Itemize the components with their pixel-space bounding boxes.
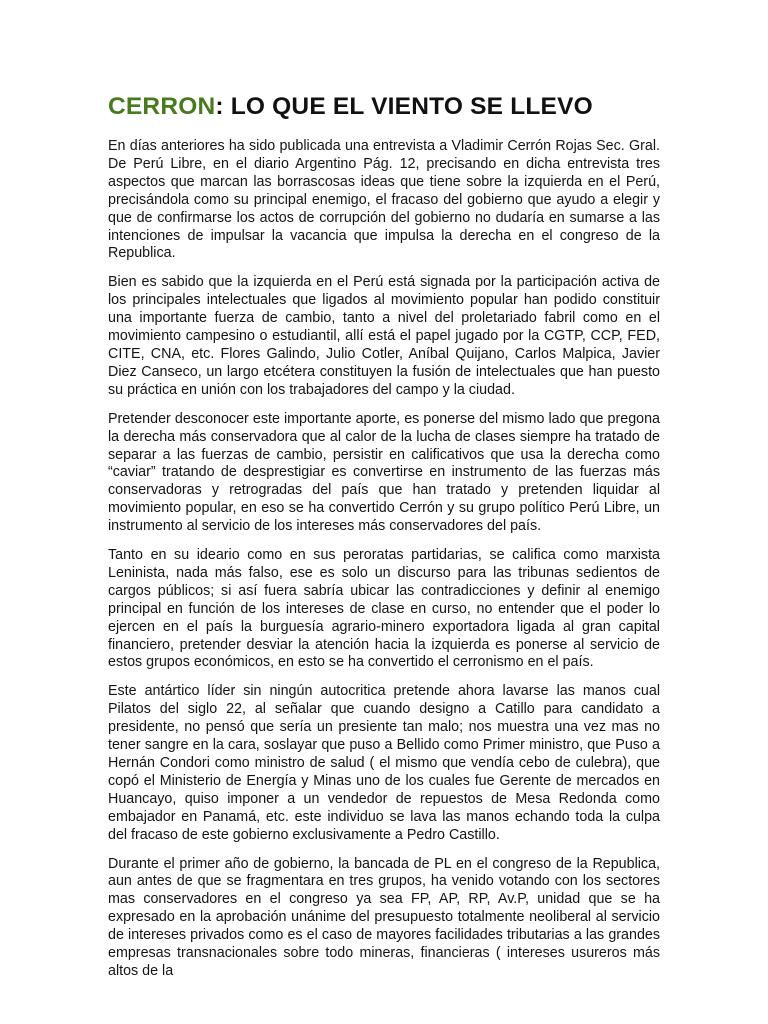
document-title	[108, 90, 660, 124]
paragraph-2: Bien es sabido que la izquierda en el Perú está signada por la participación activa de los principales intelectuales que ligados al movimiento popular han podido constituir una importante fuerza de cambio, tanto a nivel del proletariado fabril como en el movimiento campesino o estudiantil, allí está el papel jugado por la CGTP, CCP, FED, CITE, CNA, etc. Flores Galindo, Julio Cotler, Aníbal Quijano, Carlos Malpica, Javier Diez Canseco, un largo etcétera constituyen la fusión de intelectuales que han puesto su práctica en unión con los trabajadores del campo y la ciudad.	[108, 274, 660, 398]
paragraph-5: Este antártico líder sin ningún autocritica pretende ahora lavarse las manos cual Pilatos del siglo 22, al señalar que cuando designo a Catillo para candidato a presidente, no pensó que sería un presiente tan malo; nos muestra una vez mas no tener sangre en la cara, soslayar que puso a Bellido como Primer ministro, que Puso a Hernán Condori como ministro de salud ( el mismo que vendía cebo de culebra), que copó el Ministerio de Energía y Minas uno de los cuales fue Gerente de mercados en Huancayo, quiso imponer a un vendedor de repuestos de Mesa Redonda como embajador en Panamá, etc. este individuo se lava las manos echando toda la culpa del fracaso de este gobierno exclusivamente a Pedro Castillo.	[108, 683, 660, 843]
paragraph-3: Pretender desconocer este importante aporte, es ponerse del mismo lado que pregona la derecha más conservadora que al calor de la lucha de clases siempre ha tratado de separar a las fuerzas de cambio, persistir en calificativos que usa la derecha como “caviar” tratando de desprestigiar es convertirse en instrumento de las fuerzas más conservadoras y retrogradas del país que han tratado y pretenden liquidar al movimiento popular, en eso se ha convertido Cerrón y su grupo político Perú Libre, un instrumento al servicio de los intereses más conservadores del país.	[108, 410, 660, 535]
title-rest: : LO QUE EL VIENTO SE LLEVO	[215, 93, 593, 120]
paragraph-4: Tanto en su ideario como en sus peroratas partidarias, se califica como marxista Leninista, nada más falso, ese es solo un discurso para las tribunas sedientos de cargos públicos; si así fuera sabría ubicar las contradicciones y definir al enemigo principal en función de los intereses de clase en curso, no entender que el poder lo ejercen en el país la burguesía agrario-minero exportadora ligada al gran capital financiero, pretender desviar la atención hacia la izquierda es ponerse al servicio de estos grupos económicos, en esto se ha convertido el cerronismo en el país.	[108, 547, 660, 671]
document-page	[108, 90, 660, 992]
title-highlight: CERRON	[108, 93, 216, 120]
paragraph-1: En días anteriores ha sido publicada una entrevista a Vladimir Cerrón Rojas Sec. Gral. De Perú Libre, en el diario Argentino Pág. 12, precisando en dicha entrevista tres aspectos que marcan las borrascosas ideas que tiene sobre la izquierda en el Perú, precisándola como su principal enemigo, el fracaso del gobierno que ayudo a elegir y que de confirmarse los actos de corrupción del gobierno no dudaría en sumarse a las intenciones de impulsar la vacancia que impulsa la derecha en el congreso de la Republica.	[108, 138, 660, 262]
paragraph-6: Durante el primer año de gobierno, la bancada de PL en el congreso de la Republica, aun antes de que se fragmentara en tres grupos, ha venido votando con los sectores mas conservadores en el congreso ya sea FP, AP, RP, Av.P, unidad que se ha expresado en la aprobación unánime del presupuesto totalmente neoliberal al servicio de intereses privados como es el caso de mayores facilidades tributarias a las grandes empresas transnacionales sobre todo mineras, financieras ( intereses usureros más altos de la	[108, 855, 660, 979]
